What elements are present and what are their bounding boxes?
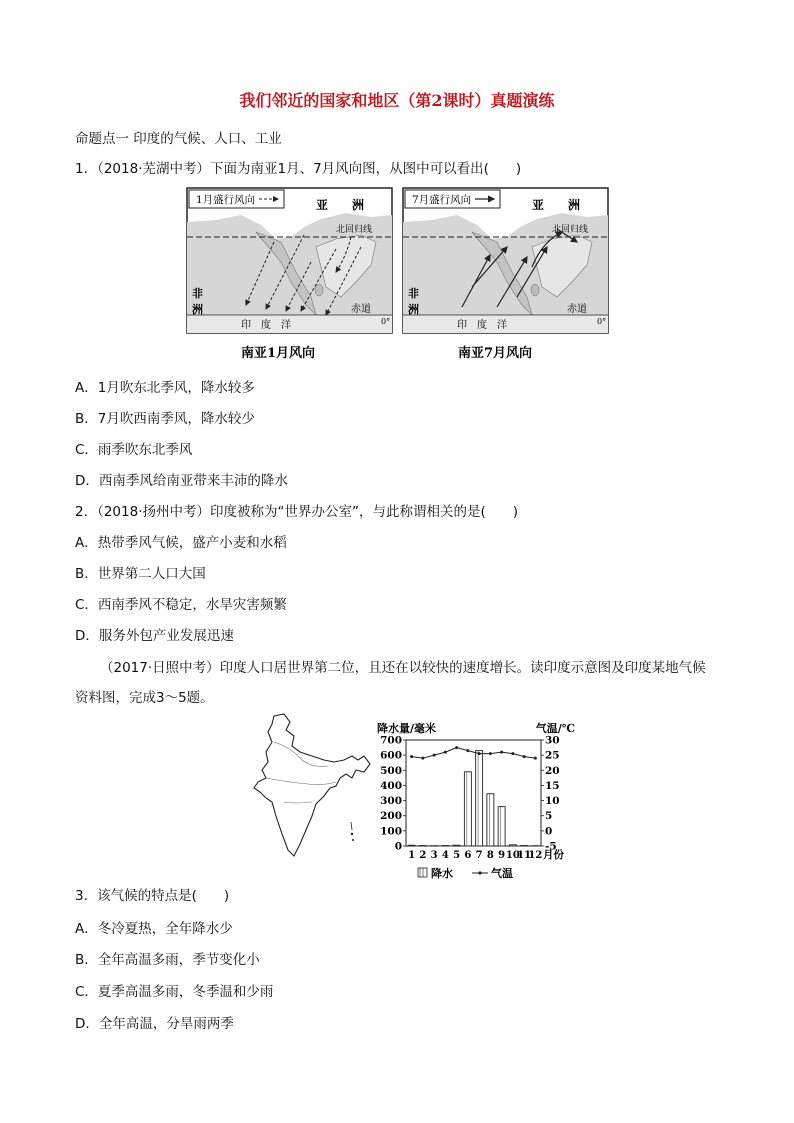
temp-point bbox=[444, 751, 447, 754]
temp-tick-label: -5 bbox=[545, 840, 557, 853]
month-label: 3 bbox=[430, 850, 438, 861]
question-2-stem: 2．（2018·扬州中考）印度被称为“世界办公室”，与此称谓相关的是( ) bbox=[75, 504, 519, 520]
precip-tick-label: 300 bbox=[380, 795, 402, 808]
jul-africa-label-1: 非 bbox=[408, 287, 419, 300]
question-1-stem: 1．（2018·芜湖中考）下面为南亚1月、7月风向图，从图中可以看出( ) bbox=[75, 161, 522, 177]
legend-temp: 气温 bbox=[491, 867, 513, 880]
jan-africa-label-1: 非 bbox=[192, 287, 203, 300]
intro-line-2: 资料图，完成3～5题。 bbox=[75, 690, 214, 706]
precip-bar bbox=[487, 794, 494, 846]
jan-asia-label: 亚 洲 bbox=[316, 198, 365, 212]
july-wind-map bbox=[403, 188, 608, 333]
jul-legend-text: 7月盛行风向 bbox=[412, 194, 472, 206]
precip-bar bbox=[498, 807, 505, 846]
jul-zero-label: 0° bbox=[597, 317, 607, 326]
precip-bar bbox=[464, 772, 471, 846]
india-outline-map bbox=[252, 712, 372, 862]
temp-point bbox=[523, 755, 526, 758]
jan-tropic-label: 北回归线 bbox=[336, 225, 373, 235]
temp-axis-label: 气温/℃ bbox=[535, 722, 575, 735]
precip-bar bbox=[408, 845, 415, 846]
q3-option-a: A．冬冷夏热，全年降水少 bbox=[75, 921, 233, 937]
temp-line bbox=[412, 748, 536, 759]
jul-map-caption: 南亚7月风向 bbox=[458, 346, 533, 361]
precip-axis-label: 降水量/毫米 bbox=[377, 722, 437, 735]
temp-point bbox=[500, 751, 503, 754]
temp-point bbox=[534, 757, 537, 760]
temp-point bbox=[466, 749, 469, 752]
wind-maps-figure bbox=[186, 187, 610, 362]
temp-point bbox=[455, 746, 458, 749]
temp-point bbox=[511, 752, 514, 755]
month-label: 2 bbox=[419, 850, 427, 861]
jan-equator-label: 赤道 bbox=[351, 304, 371, 315]
month-label: 12 bbox=[528, 850, 543, 861]
jan-map-caption: 南亚1月风向 bbox=[241, 346, 316, 361]
temp-point bbox=[489, 752, 492, 755]
temp-point bbox=[433, 754, 436, 757]
jul-equator-label: 赤道 bbox=[567, 304, 587, 315]
january-wind-map bbox=[187, 188, 392, 333]
q1-option-b: B．7月吹西南季风，降水较少 bbox=[75, 411, 255, 427]
chart-legend bbox=[418, 866, 513, 880]
intro-line-1: （2017·日照中考）印度人口居世界第二位，且还在以较快的速度增长。读印度示意图及印度某地气候 bbox=[100, 660, 706, 676]
month-label: 4 bbox=[441, 850, 449, 861]
precip-tick-label: 0 bbox=[394, 840, 402, 853]
precip-bar bbox=[453, 845, 460, 846]
q2-option-d: D．服务外包产业发展迅速 bbox=[75, 628, 234, 644]
temp-tick-label: 30 bbox=[545, 734, 560, 747]
climate-chart bbox=[376, 722, 576, 882]
month-label: 5 bbox=[453, 850, 461, 861]
question-3-stem: 3．该气候的特点是( ) bbox=[75, 888, 230, 904]
q2-option-b: B．世界第二人口大国 bbox=[75, 566, 206, 582]
q2-option-c: C．西南季风不稳定，水旱灾害频繁 bbox=[75, 597, 287, 613]
month-label: 11 bbox=[517, 850, 532, 861]
jul-asia-label: 亚 洲 bbox=[532, 198, 581, 212]
month-label: 6 bbox=[464, 850, 472, 861]
temp-point bbox=[410, 755, 413, 758]
precip-bar bbox=[476, 751, 483, 846]
precip-tick-label: 400 bbox=[380, 779, 402, 792]
precip-bar bbox=[509, 845, 516, 846]
precip-tick-label: 600 bbox=[380, 749, 402, 762]
temp-tick-label: 25 bbox=[545, 749, 560, 762]
section-heading: 命题点一 印度的气候、人口、工业 bbox=[75, 131, 282, 147]
jul-tropic-label: 北回归线 bbox=[552, 225, 589, 235]
jan-legend-text: 1月盛行风向 bbox=[196, 194, 256, 206]
q3-option-c: C．夏季高温多雨，冬季温和少雨 bbox=[75, 984, 274, 1000]
jan-zero-label: 0° bbox=[381, 317, 391, 326]
page-title: 我们邻近的国家和地区（第2课时）真题演练 bbox=[239, 91, 555, 110]
temp-tick-label: 15 bbox=[545, 779, 560, 792]
precip-tick-label: 700 bbox=[380, 734, 402, 747]
q2-option-a: A．热带季风气候，盛产小麦和水稻 bbox=[75, 535, 287, 551]
temp-tick-label: 10 bbox=[545, 795, 560, 808]
month-label: 1 bbox=[408, 850, 416, 861]
month-label: 9 bbox=[498, 850, 506, 861]
precip-tick-label: 200 bbox=[380, 810, 402, 823]
temp-tick-label: 5 bbox=[545, 810, 553, 823]
q3-option-b: B．全年高温多雨，季节变化小 bbox=[75, 952, 260, 968]
month-label: 10 bbox=[505, 850, 520, 861]
month-label: 7 bbox=[475, 850, 483, 861]
q1-option-a: A．1月吹东北季风，降水较多 bbox=[75, 380, 255, 396]
q3-option-d: D．全年高温，分旱雨两季 bbox=[75, 1016, 234, 1032]
temp-tick-label: 20 bbox=[545, 764, 560, 777]
legend-precip: 降水 bbox=[431, 867, 453, 880]
temp-tick-label: 0 bbox=[545, 825, 553, 838]
temp-point bbox=[478, 752, 481, 755]
jan-africa-label-2: 洲 bbox=[192, 303, 203, 316]
jan-ocean-label: 印 度 洋 bbox=[241, 320, 291, 331]
precip-tick-label: 500 bbox=[380, 764, 402, 777]
q1-option-c: C．雨季吹东北季风 bbox=[75, 442, 193, 458]
x-axis-label: 月份 bbox=[543, 849, 564, 861]
precip-tick-label: 100 bbox=[380, 825, 402, 838]
month-label: 8 bbox=[486, 850, 494, 861]
jul-ocean-label: 印 度 洋 bbox=[457, 320, 507, 331]
temp-point bbox=[421, 757, 424, 760]
q1-option-d: D．西南季风给南亚带来丰沛的降水 bbox=[75, 473, 288, 489]
jul-africa-label-2: 洲 bbox=[408, 303, 419, 316]
